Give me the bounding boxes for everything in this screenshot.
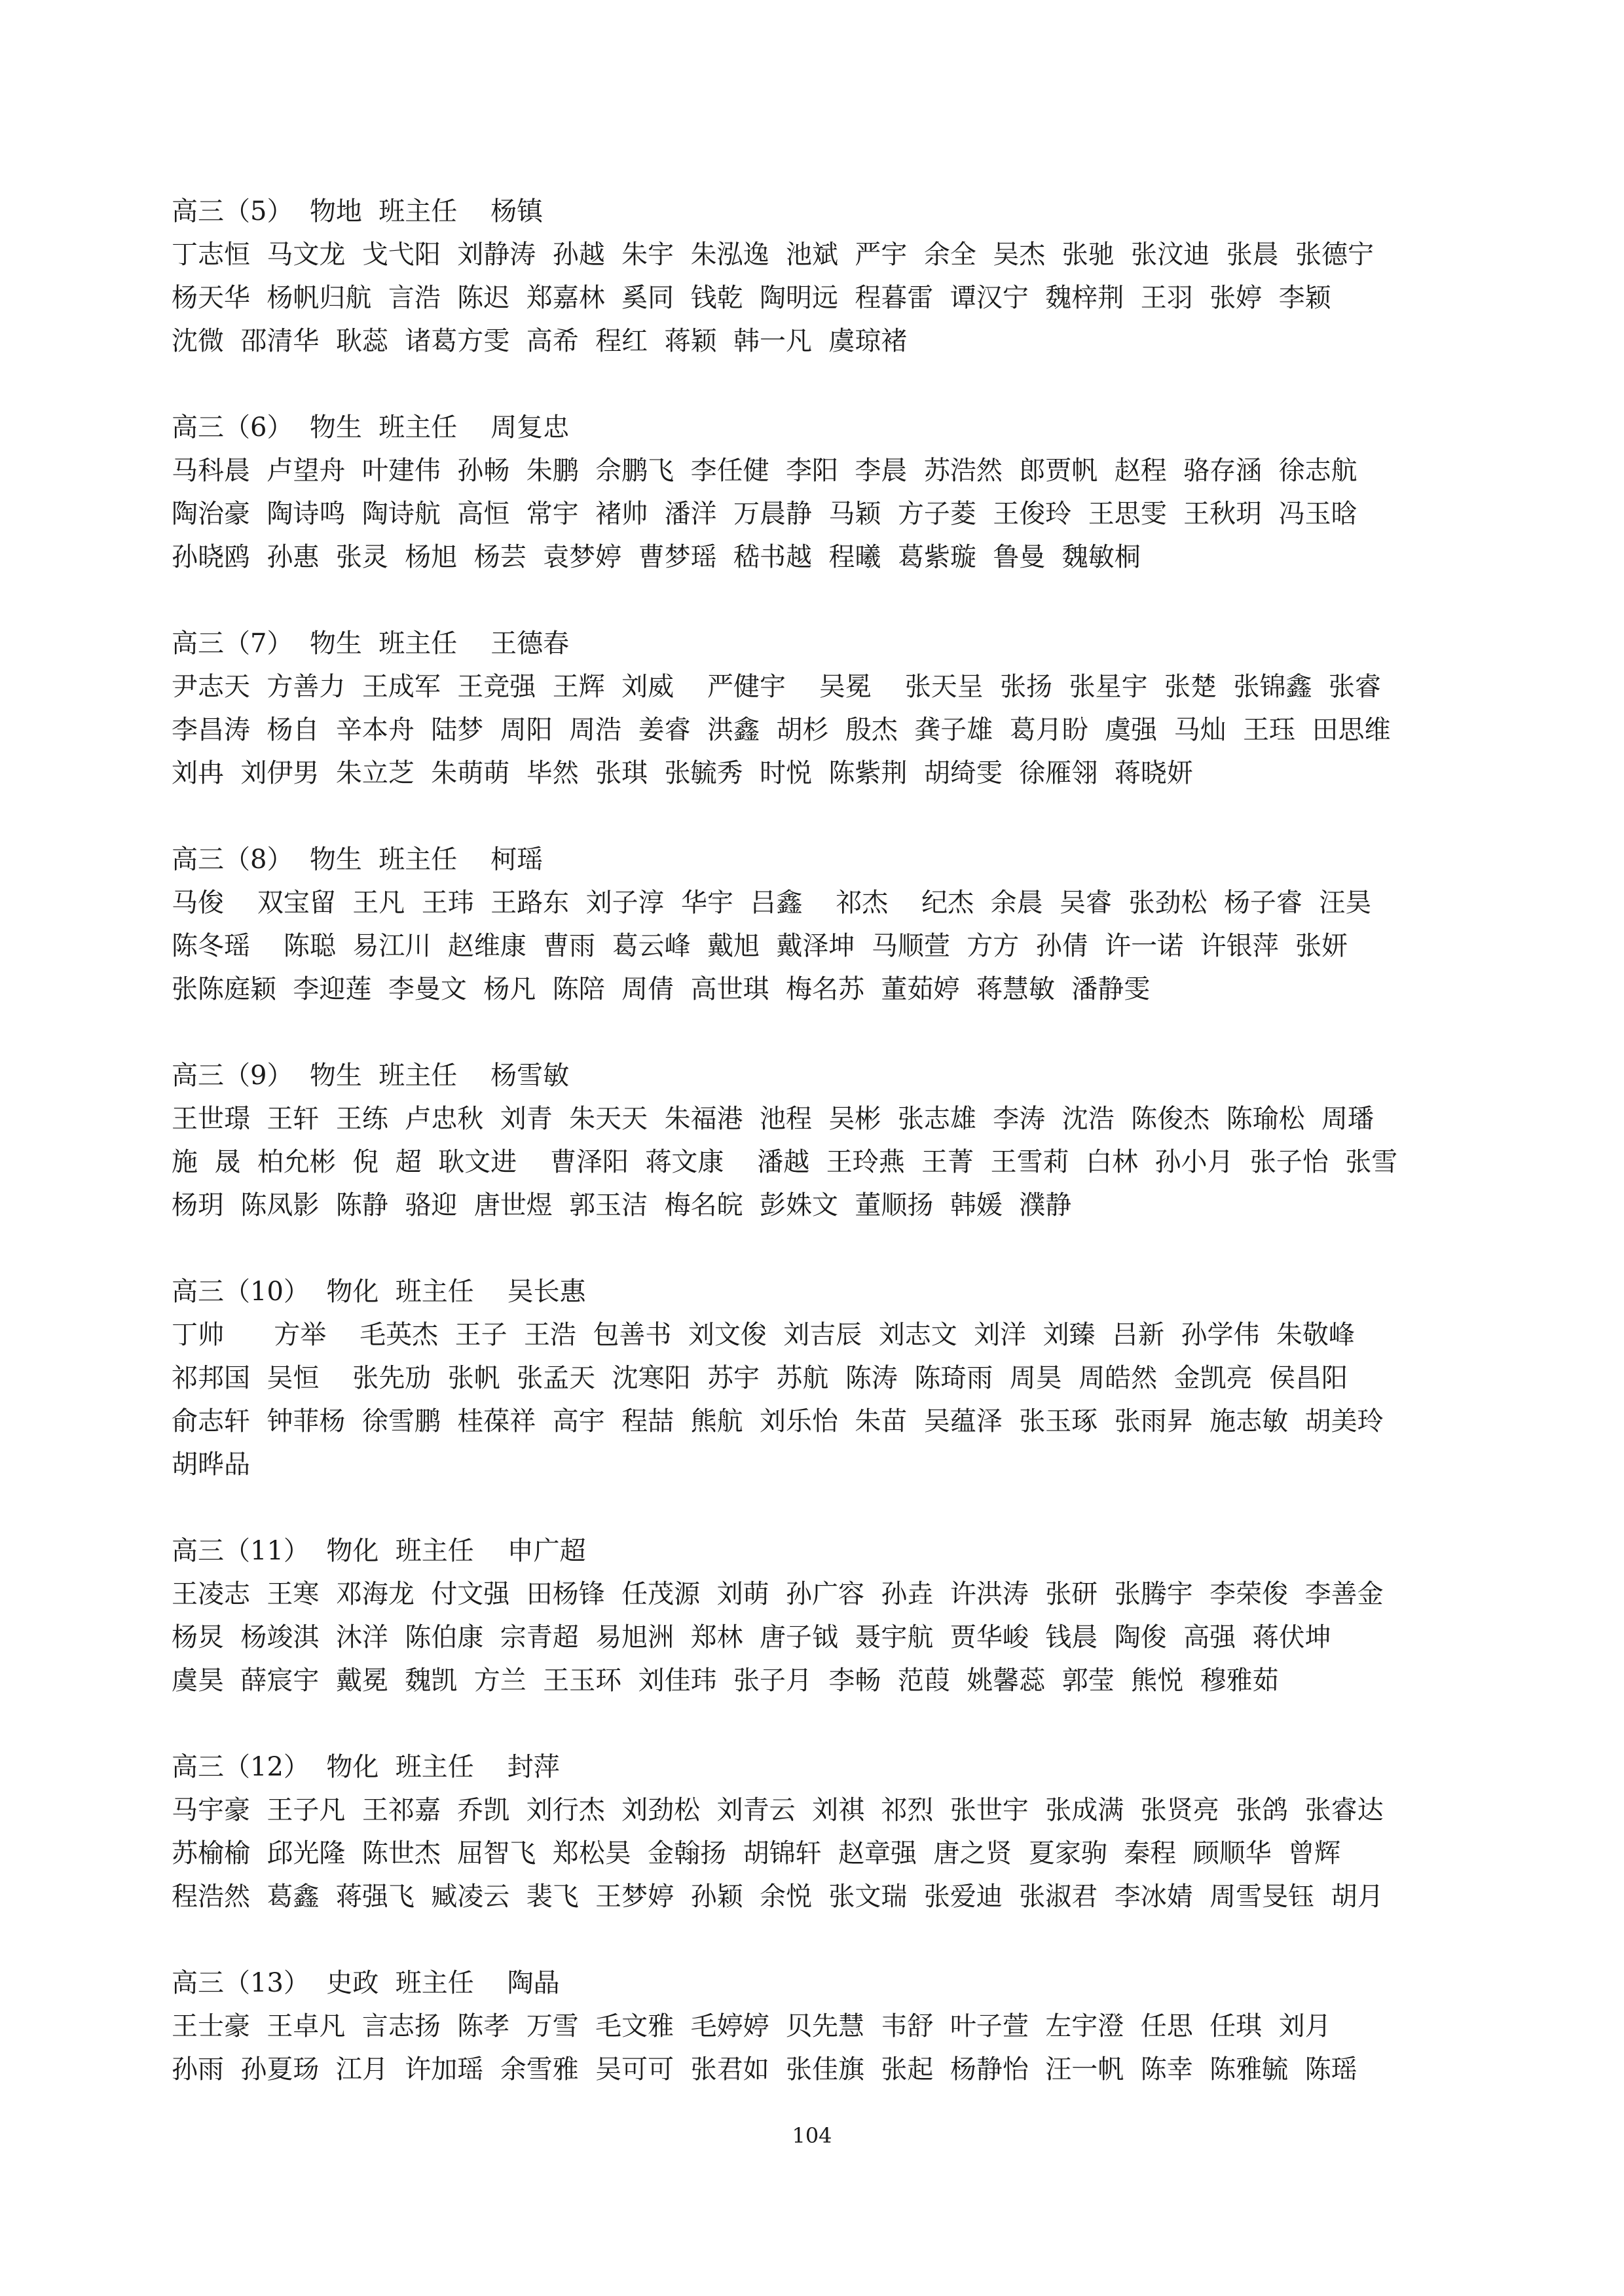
student-names-line: 王士豪 王卓凡 言志扬 陈孝 万雪 毛文雅 毛婷婷 贝先慧 韦舒 叶子萱 左宇澄 任思 任琪 刘月: [172, 2011, 1331, 2041]
class-section: [172, 838, 1481, 1011]
class-header: 高三（10） 物化 班主任 吴长惠: [172, 1277, 586, 1307]
student-names-line: 尹志天 方善力 王成军 王竞强 王辉 刘威 严健宇 吴冕 张天呈 张扬 张星宇 张楚 张锦鑫 张睿: [172, 672, 1381, 702]
student-names-line: 孙晓鸥 孙惠 张灵 杨旭 杨芸 袁梦婷 曹梦瑶 嵇书越 程曦 葛紫璇 鲁曼 魏敏桐: [172, 542, 1141, 572]
student-names-line: 刘冉 刘伊男 朱立芝 朱萌萌 毕然 张琪 张毓秀 时悦 陈紫荆 胡绮雯 徐雁翎 蒋晓妍: [172, 758, 1193, 788]
student-names-line: 陶治豪 陶诗鸣 陶诗航 高恒 常宇 褚帅 潘洋 万晨静 马颖 方子菱 王俊玲 王思雯 王秋玥 冯玉晗: [172, 499, 1357, 529]
class-header: 高三（11） 物化 班主任 申广超: [172, 1536, 586, 1566]
student-names-line: 施 晟 柏允彬 倪 超 耿文进 曹泽阳 蒋文康 潘越 王玲燕 王菁 王雪莉 白林 孙小月 张子怡 张雪: [172, 1147, 1398, 1177]
student-names-line: 杨天华 杨帆归航 言浩 陈迟 郑嘉林 奚同 钱乾 陶明远 程暮雷 谭汉宁 魏梓荆 王羽 张婷 李颖: [172, 283, 1331, 313]
class-header: 高三（6） 物生 班主任 周复忠: [172, 412, 570, 443]
class-header: 高三（8） 物生 班主任 柯瑶: [172, 845, 544, 875]
class-header: 高三（9） 物生 班主任 杨雪敏: [172, 1061, 570, 1091]
class-header: 高三（12） 物化 班主任 封萍: [172, 1752, 560, 1782]
student-names-line: 王凌志 王寒 邓海龙 付文强 田杨锋 任茂源 刘萌 孙广容 孙垚 许洪涛 张研 张腾宇 李荣俊 李善金: [172, 1579, 1384, 1609]
class-section: [172, 1745, 1481, 1918]
class-section: [172, 1270, 1481, 1486]
student-names-line: 马俊 双宝留 王凡 王玮 王路东 刘子淳 华宇 吕鑫 祁杰 纪杰 余晨 吴睿 张劲松 杨子睿 汪昊: [172, 888, 1372, 918]
student-names-line: 陈冬瑶 陈聪 易江川 赵维康 曹雨 葛云峰 戴旭 戴泽坤 马顺萱 方方 孙倩 许一诺 许银萍 张妍: [172, 931, 1348, 961]
student-names-line: 苏榆榆 邱光隆 陈世杰 屈智飞 郑松昊 金翰扬 胡锦轩 赵章强 唐之贤 夏家驹 秦程 顾顺华 曾辉: [172, 1838, 1341, 1868]
student-names-line: 杨玥 陈凤影 陈静 骆迎 唐世煜 郭玉洁 梅名皖 彭姝文 董顺扬 韩媛 濮静: [172, 1190, 1072, 1220]
student-names-line: 俞志轩 钟菲杨 徐雪鹏 桂葆祥 高宇 程喆 熊航 刘乐怡 朱苗 吴蕴泽 张玉琢 张雨昇 施志敏 胡美玲: [172, 1406, 1384, 1436]
class-section: [172, 1054, 1481, 1227]
page-number: 104: [792, 2123, 832, 2148]
student-names-line: 马科晨 卢望舟 叶建伟 孙畅 朱鹏 佘鹏飞 李任健 李阳 李晨 苏浩然 郎贾帆 赵程 骆存涵 徐志航: [172, 456, 1357, 486]
class-section: [172, 622, 1481, 795]
class-header: 高三（13） 史政 班主任 陶晶: [172, 1968, 560, 1998]
student-names-line: 孙雨 孙夏玚 江月 许加瑶 余雪雅 吴可可 张君如 张佳旗 张起 杨静怡 汪一帆 陈幸 陈雅毓 陈瑶: [172, 2054, 1357, 2085]
class-section: [172, 1529, 1481, 1702]
class-roster-list: [172, 190, 1481, 2134]
student-names-line: 李昌涛 杨自 辛本舟 陆梦 周阳 周浩 姜睿 洪鑫 胡杉 殷杰 龚子雄 葛月盼 虞强 马灿 王珏 田思维: [172, 715, 1391, 745]
student-names-line: 祁邦国 吴恒 张先劢 张帆 张孟天 沈寒阳 苏宇 苏航 陈涛 陈琦雨 周昊 周皓然 金凯亮 侯昌阳: [172, 1363, 1348, 1393]
student-names-line: 胡晔品: [172, 1449, 250, 1480]
student-names-line: 虞昊 薛宸宇 戴冕 魏凯 方兰 王玉环 刘佳玮 张子月 李畅 范葭 姚馨蕊 郭莹 熊悦 穆雅茹: [172, 1666, 1279, 1696]
class-header: 高三（7） 物生 班主任 王德春: [172, 629, 570, 659]
class-header: 高三（5） 物地 班主任 杨镇: [172, 196, 544, 227]
class-section: [172, 406, 1481, 579]
student-names-line: 程浩然 葛鑫 蒋强飞 臧凌云 裴飞 王梦婷 孙颖 余悦 张文瑞 张爱迪 张淑君 李冰婧 周雪旻钰 胡月: [172, 1882, 1384, 1912]
student-names-line: 丁帅 方举 毛英杰 王子 王浩 包善书 刘文俊 刘吉辰 刘志文 刘洋 刘臻 吕新 孙学伟 朱敬峰: [172, 1320, 1355, 1350]
student-names-line: 丁志恒 马文龙 戈弋阳 刘静涛 孙越 朱宇 朱泓逸 池斌 严宇 余全 吴杰 张驰 张汶迪 张晨 张德宁: [172, 240, 1375, 270]
student-names-line: 张陈庭颖 李迎莲 李曼文 杨凡 陈陪 周倩 高世琪 梅名苏 董茹婷 蒋慧敏 潘静雯: [172, 974, 1151, 1004]
student-names-line: 沈微 邵清华 耿蕊 诸葛方雯 高希 程红 蒋颖 韩一凡 虞琼褚: [172, 326, 908, 356]
class-section: [172, 1961, 1481, 2091]
class-section: [172, 190, 1481, 363]
student-names-line: 王世璟 王轩 王练 卢忠秋 刘青 朱天天 朱福港 池程 吴彬 张志雄 李涛 沈浩 陈俊杰 陈瑜松 周璠: [172, 1104, 1375, 1134]
student-names-line: 马宇豪 王子凡 王祁嘉 乔凯 刘行杰 刘劲松 刘青云 刘祺 祁烈 张世宇 张成满 张贤亮 张鸽 张睿达: [172, 1795, 1384, 1825]
student-names-line: 杨炅 杨竣淇 沐洋 陈伯康 宗青超 易旭洲 郑林 唐子钺 聂宇航 贾华峻 钱晨 陶俊 高强 蒋伏坤: [172, 1622, 1331, 1652]
